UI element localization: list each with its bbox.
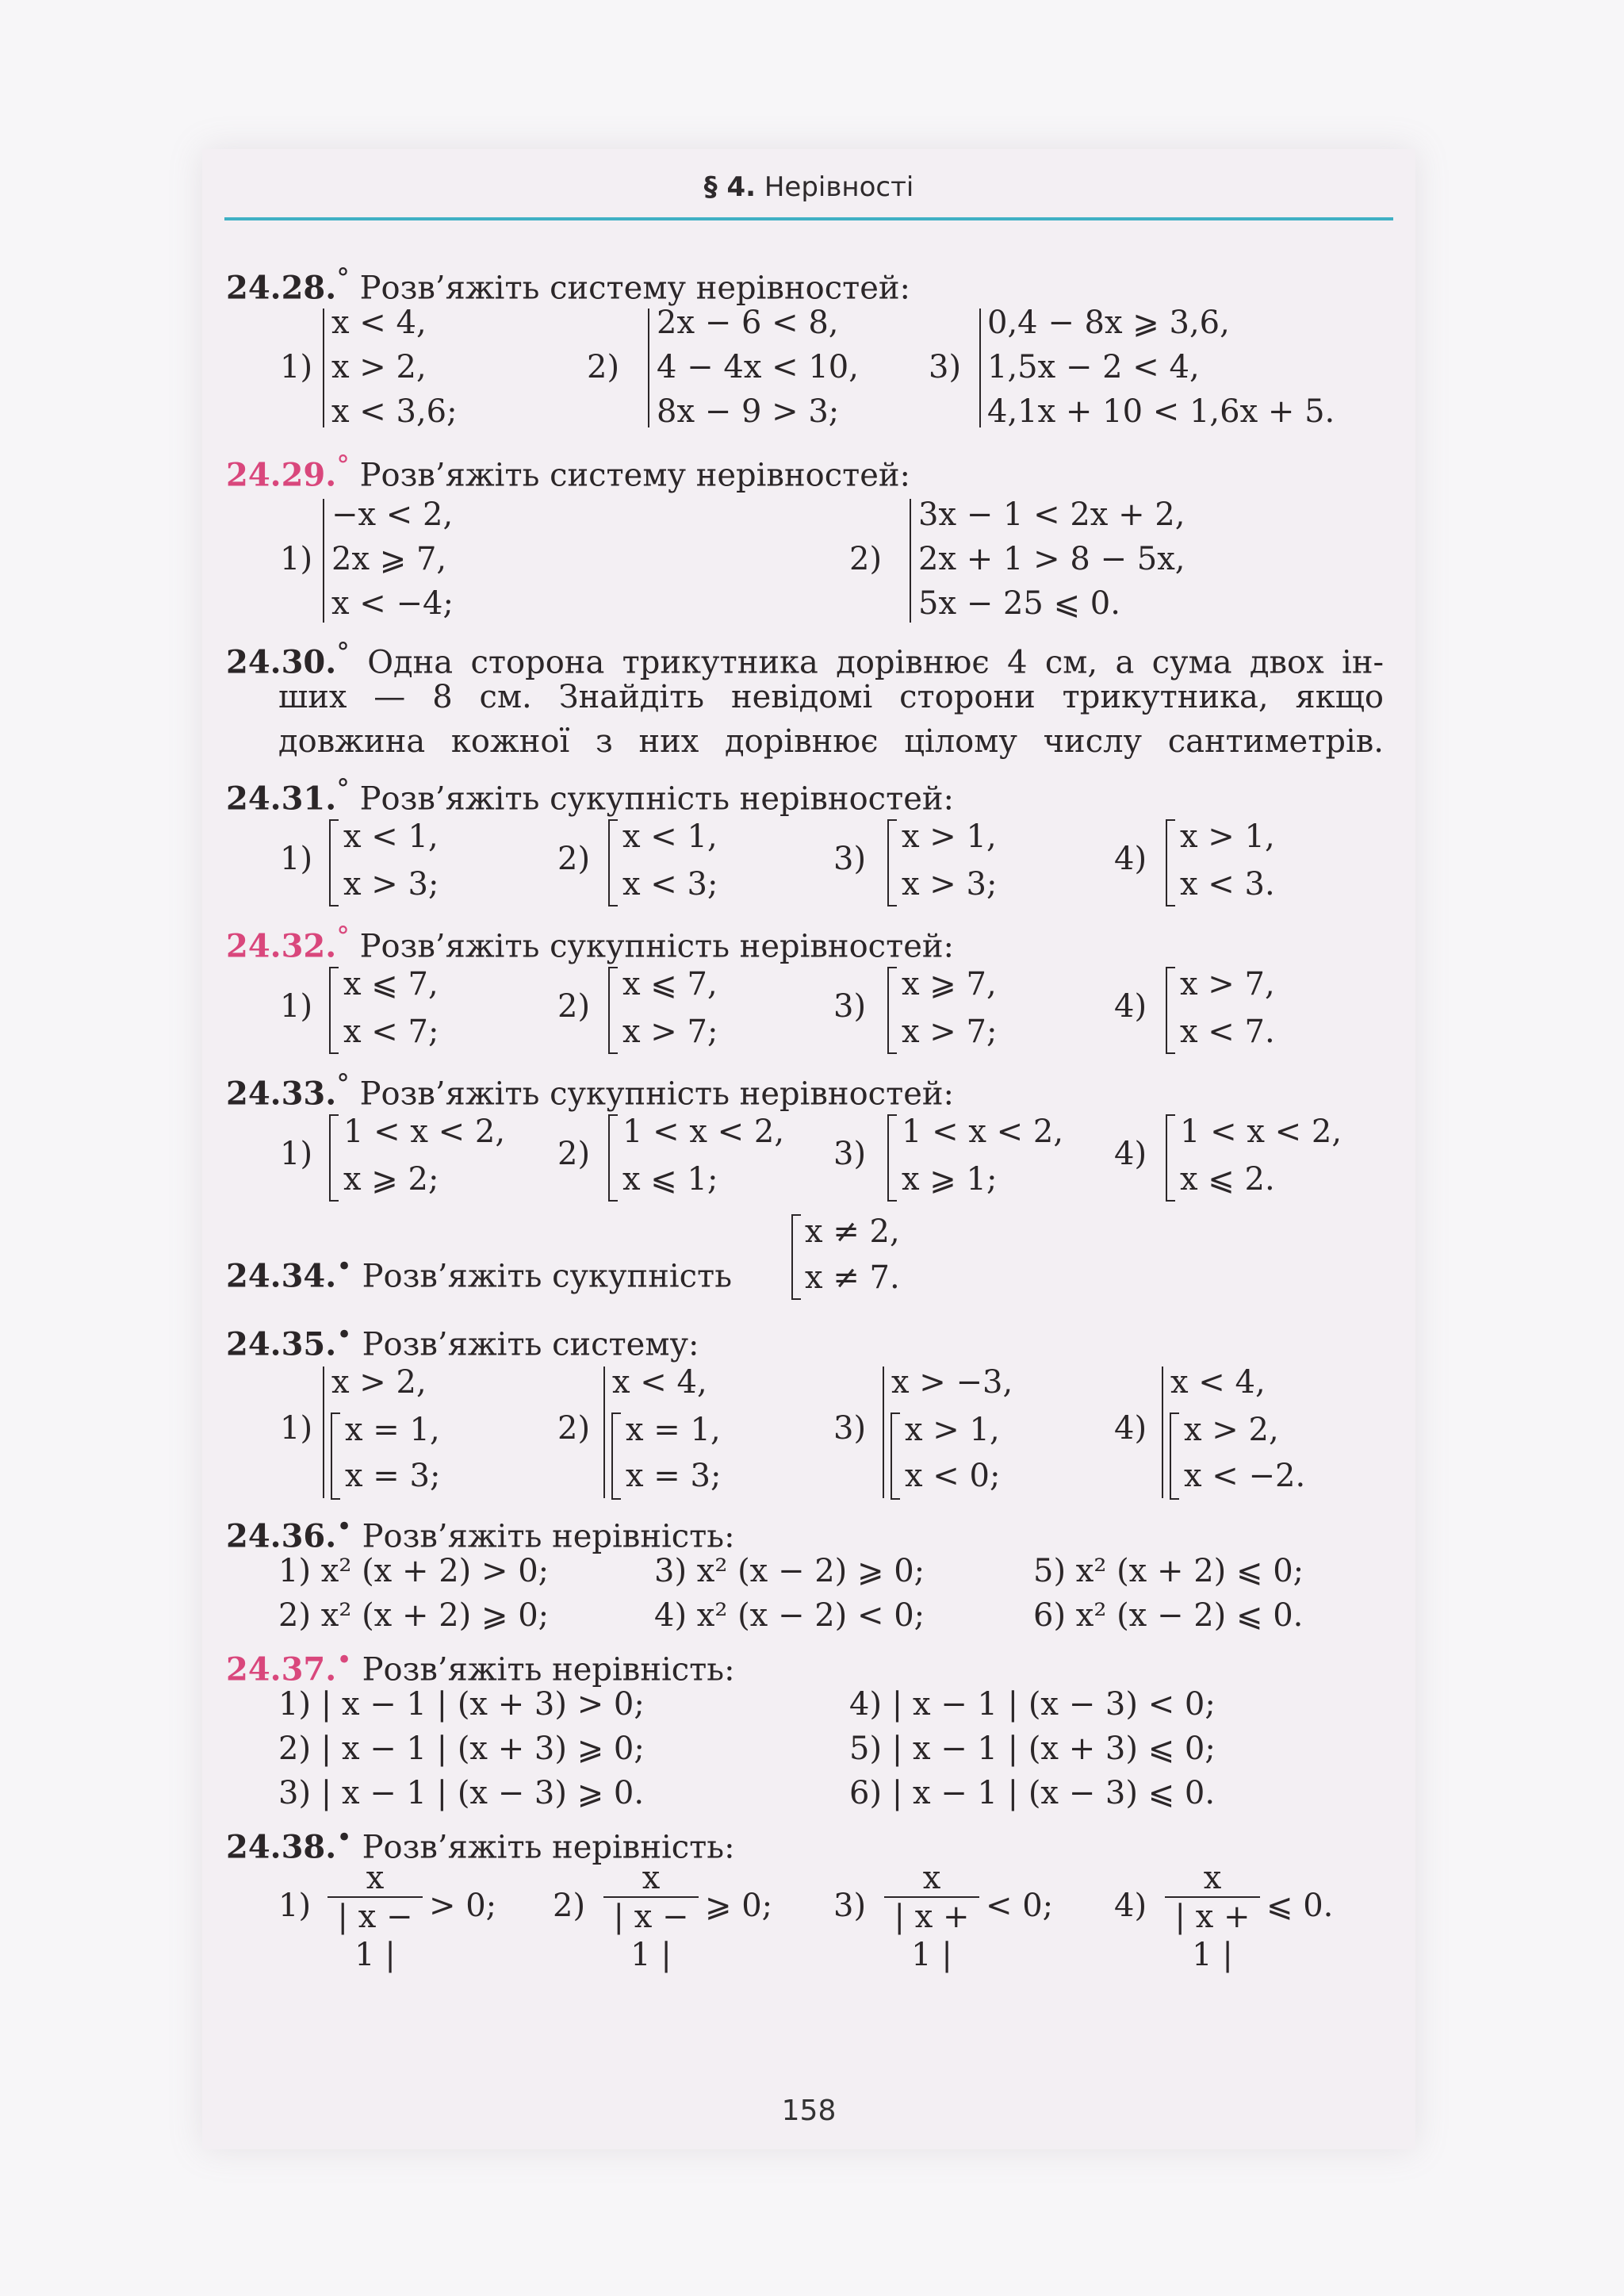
system-brace [883, 1366, 884, 1498]
system-brace [323, 499, 324, 623]
page-number: 158 [781, 2095, 837, 2127]
problem-24-36-heading: 24.36.• Розв’яжіть нерівність: [226, 1511, 735, 1555]
set-bracket [1166, 819, 1175, 907]
set-bracket [331, 1412, 340, 1500]
set-bracket [1166, 1114, 1175, 1202]
problem-24-37-heading: 24.37.• Розв’яжіть нерівність: [226, 1644, 735, 1688]
problem-24-30: 24.30.° Одна сторона трикутника дорівнює 4 см, а сума двох ін- ших — 8 см. Знайдіть невідомі сторони трикутника, якщо довжина кожної з них дорівнює цілому числу сантиметрів. [226, 637, 1384, 760]
system-brace [979, 309, 981, 427]
problem-24-29-heading: 24.29.° Розв’яжіть систему нерівностей: [226, 450, 911, 494]
system-brace [910, 499, 911, 623]
problem-24-32-sets: 1) x ⩽ 7, x < 7; 2) x ⩽ 7, x > 7; 3) x ⩾ 7, x > 7; 4) x > 7, x < 7. [226, 959, 1384, 1062]
system-brace [648, 309, 649, 427]
problem-24-28-systems: 1) x < 4, x > 2, x < 3,6; 2) 2x − 6 < 8, 4 − 4x < 10, 8x − 9 > 3; 3) 0,4 − 8x ⩾ 3,6, 1,5x − 2 < 4, 4,1x + 10 < 1,6x + 5. [280, 305, 1335, 430]
fraction: $\frac{x}{| x + 1 |}$ [884, 1860, 979, 1974]
textbook-page [202, 149, 1415, 2149]
set-bracket [887, 819, 897, 907]
problem-24-34: 24.34.• Розв’яжіть сукупність x ≠ 2, x ≠ 7. [226, 1209, 1384, 1306]
set-bracket [1166, 967, 1175, 1054]
set-bracket [329, 819, 339, 907]
set-bracket [608, 1114, 618, 1202]
header-rule [224, 217, 1393, 220]
problem-24-31-sets: 1) x < 1, x > 3; 2) x < 1, x < 3; 3) x > 1, x > 3; 4) x > 1, x < 3. [226, 811, 1384, 914]
problem-24-31-heading: 24.31.° Розв’яжіть сукупність нерівностей: [226, 773, 955, 818]
set-bracket [887, 967, 897, 1054]
fraction: $\frac{x}{| x - 1 |}$ [603, 1860, 699, 1974]
problem-24-28-heading: 24.28.° Розв’яжіть систему нерівностей: [226, 263, 911, 307]
page-header [202, 149, 1415, 236]
problem-24-36-items: 1) x² (x + 2) > 0; 3) x² (x − 2) ⩾ 0; 5) x² (x + 2) ⩽ 0; 2) x² (x + 2) ⩾ 0; 4) x² (x − 2) < 0; 6) x² (x − 2) ⩽ 0. [278, 1553, 1304, 1634]
system-brace [1162, 1366, 1163, 1498]
set-bracket [608, 967, 618, 1054]
set-bracket [887, 1114, 897, 1202]
exercise-list [226, 256, 1384, 1973]
problem-24-35-heading: 24.35.• Розв’яжіть систему: [226, 1319, 699, 1363]
problem-24-38-items: 1) $\frac{x}{| x - 1 |}$ > 0; 2) $\frac{x}{| x - 1 |}$ ⩾ 0; 3) $\frac{x}{| x + 1 |}$ < 0; 4) $\frac{x}{| x + 1 |}$ ⩽ 0. [278, 1860, 1334, 1973]
section-title: § 4. Нерівності [703, 171, 914, 203]
problem-24-35-systems: 1) x > 2, x = 1, x = 3; 2) x < 4, x = 1, x = 3; 3) x > −3, x > 1, x < 0; 4) x < 4, x > 2, x < −2. [226, 1357, 1384, 1504]
set-bracket [791, 1214, 801, 1300]
problem-24-38-heading: 24.38.• Розв’яжіть нерівність: [226, 1822, 735, 1866]
set-bracket [608, 819, 618, 907]
system-brace [323, 309, 324, 427]
fraction: $\frac{x}{| x - 1 |}$ [327, 1860, 423, 1974]
set-bracket [611, 1412, 621, 1500]
problem-24-33-sets: 1) 1 < x < 2, x ⩾ 2; 2) 1 < x < 2, x ⩽ 1; 3) 1 < x < 2, x ⩾ 1; 4) 1 < x < 2, x ⩽ 2. [226, 1106, 1384, 1209]
set-bracket [329, 1114, 339, 1202]
system-brace [603, 1366, 605, 1498]
set-bracket [329, 967, 339, 1054]
problem-24-33-heading: 24.33.° Розв’яжіть сукупність нерівностей: [226, 1068, 955, 1113]
problem-24-37-items: 1) | x − 1 | (x + 3) > 0; 4) | x − 1 | (x − 3) < 0; 2) | x − 1 | (x + 3) ⩾ 0; 5) | x − 1 | (x + 3) ⩽ 0; 3) | x − 1 | (x − 3) ⩾ 0. 6) | x − 1 | (x − 3) ⩽ 0. [278, 1686, 1216, 1811]
fraction: $\frac{x}{| x + 1 |}$ [1165, 1860, 1260, 1974]
set-bracket [891, 1412, 900, 1500]
problem-24-32-heading: 24.32.° Розв’яжіть сукупність нерівностей: [226, 921, 955, 965]
problem-24-29-systems: 1) −x < 2, 2x ⩾ 7, x < −4; 2) 3x − 1 < 2x + 2, 2x + 1 > 8 − 5x, 5x − 25 ⩽ 0. [280, 496, 1185, 622]
system-brace [323, 1366, 324, 1498]
set-bracket [1170, 1412, 1179, 1500]
